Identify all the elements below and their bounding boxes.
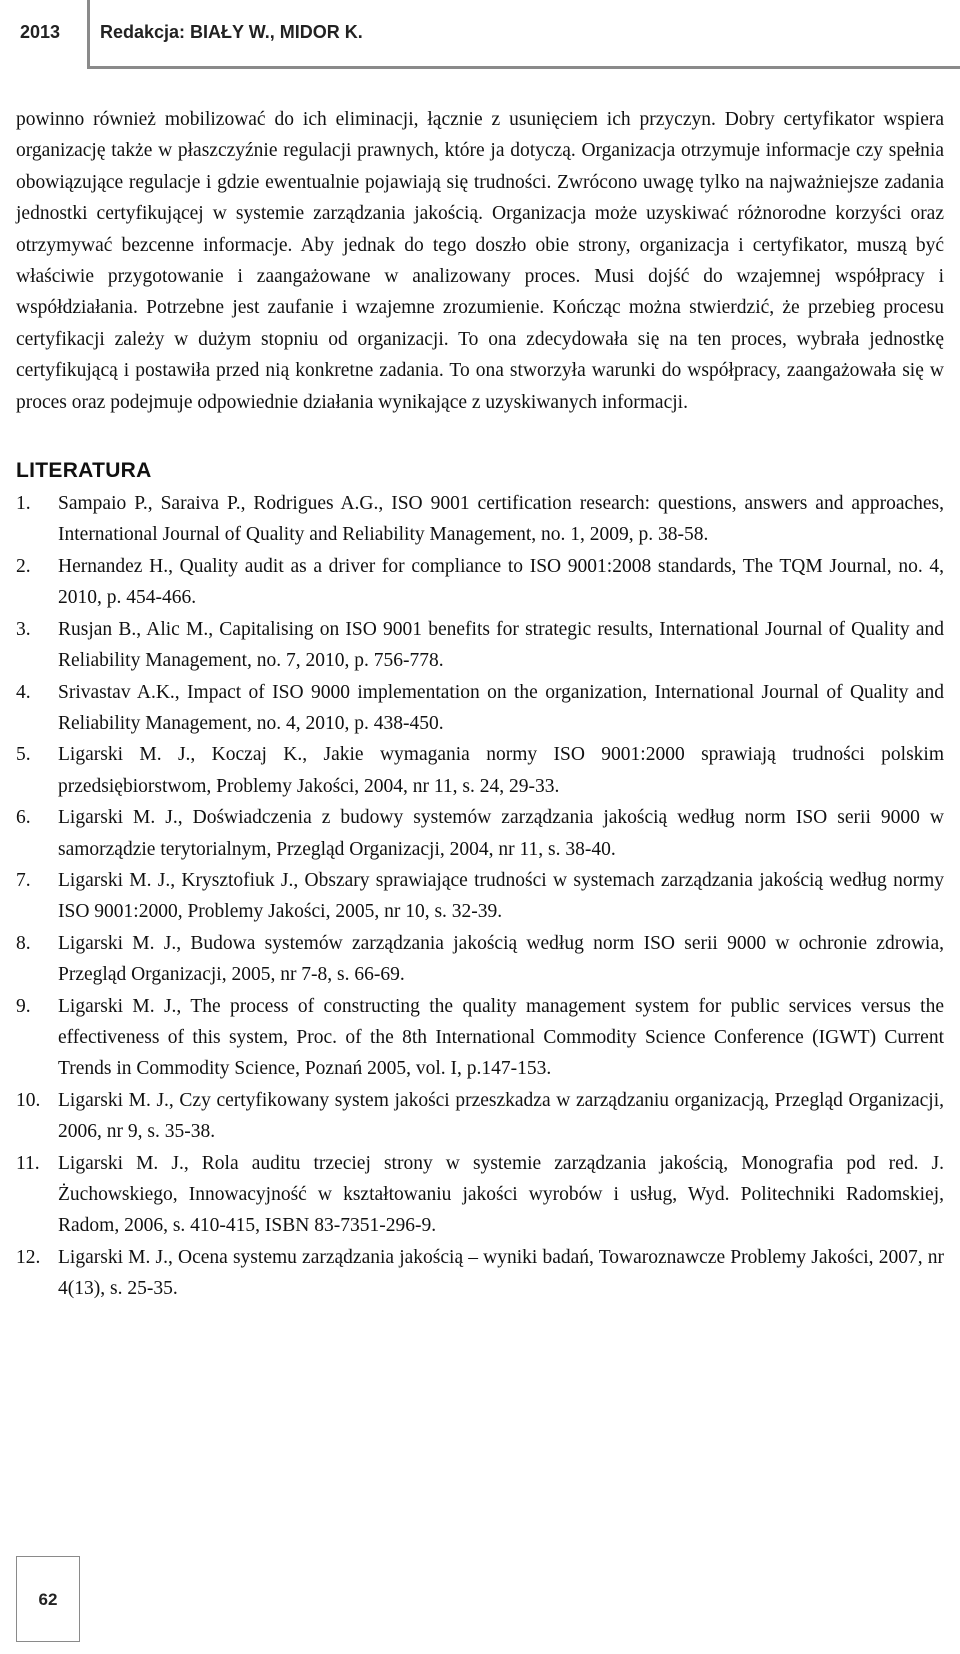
reference-text: Ligarski M. J., The process of constructing the quality management system for public services versus the effectiveness of this system, Proc. of the 8th International Commodity Science Conference (IGWT) Current Trends in Commodity Science, Poznań 2005, vol. I, p.147-153. [58, 995, 944, 1080]
reference-text: Ligarski M. J., Czy certyfikowany system jakości przeszkadza w zarządzaniu organizacją, Przegląd Organizacji, 2006, nr 9, s. 35-38. [58, 1089, 944, 1143]
header-year: 2013 [20, 22, 61, 42]
reference-text: Sampaio P., Saraiva P., Rodrigues A.G., ISO 9001 certification research: questions, answers and approaches, International Journal of Quality and Reliability Management, no. 1, 2009, p. 38-58. [58, 493, 944, 546]
reference-text: Ligarski M. J., Budowa systemów zarządzania jakością według norm ISO serii 9000 w ochronie zdrowia, Przegląd Organizacji, 2005, nr 7-8, s. 66-69. [58, 932, 944, 986]
page-header [0, 0, 960, 70]
reference-list [16, 488, 944, 1305]
reference-number: 8. [16, 932, 31, 954]
reference-item [16, 928, 944, 991]
reference-number: 6. [16, 807, 31, 829]
reference-number: 9. [16, 995, 31, 1017]
reference-item [16, 739, 944, 802]
reference-item [16, 1242, 944, 1305]
reference-number: 12. [16, 1246, 41, 1268]
reference-item [16, 1148, 944, 1242]
reference-number: 3. [16, 618, 31, 640]
reference-item [16, 991, 944, 1085]
header-divider [87, 0, 90, 68]
page-number: 62 [38, 1590, 58, 1609]
header-rule [87, 66, 960, 69]
literature-heading: LITERATURA [16, 459, 152, 483]
reference-text: Ligarski M. J., Krysztofiuk J., Obszary sprawiające trudności w systemach zarządzania jakością według normy ISO 9001:2000, Problemy Jakości, 2005, nr 10, s. 32-39. [58, 869, 944, 923]
reference-text: Ligarski M. J., Rola auditu trzeciej strony w systemie zarządzania jakością, Monografia pod red. J. Żuchowskiego, Innowacyjność w kształtowaniu jakości wyrobów i usług, Wyd. Politechniki Radomskiej, Radom, 2006, s. 410-415, ISBN 83-7351-296-9. [58, 1152, 944, 1237]
reference-number: 1. [16, 493, 31, 515]
header-title: Redakcja: BIAŁY W., MIDOR K. [100, 22, 363, 42]
reference-text: Rusjan B., Alic M., Capitalising on ISO 9001 benefits for strategic results, International Journal of Quality and Reliability Management, no. 7, 2010, p. 756-778. [58, 618, 944, 672]
reference-item [16, 802, 944, 865]
reference-item [16, 1085, 944, 1148]
reference-number: 11. [16, 1152, 40, 1174]
page-content [16, 104, 944, 1305]
reference-item [16, 488, 944, 551]
reference-number: 5. [16, 744, 31, 766]
page-number-box [16, 1556, 80, 1642]
reference-number: 7. [16, 869, 31, 891]
reference-item [16, 551, 944, 614]
body-paragraph: powinno również mobilizować do ich eliminacji, łącznie z usunięciem ich przyczyn. Dobry certyfikator wspiera organizację także w płaszczyźnie regulacji prawnych, które ja dotyczą. Organizacja otrzymuje informacje czy spełnia obowiązujące regulacje i gdzie ewentualnie pojawiają się trudności. Zwrócono uwagę tylko na najważniejsze zadania jednostki certyfikującej w systemie zarządzania jakością. Organizacja może uzyskiwać różnorodne korzyści oraz otrzymywać bezcenne informacje. Aby jednak do tego doszło obie strony, organizacja i certyfikator, muszą być właściwie przygotowanie i zaangażowane w analizowany proces. Musi dojść do wzajemnej współpracy i współdziałania. Potrzebne jest zaufanie i wzajemne zrozumienie. Kończąc można stwierdzić, że przebieg procesu certyfikacji zależy w dużym stopniu od organizacji. To ona zdecydowała się na ten proces, wybrała jednostkę certyfikującą i postawiła przed nią konkretne zadania. To ona stworzyła warunki do współpracy, zaangażowała się w proces oraz podejmuje odpowiednie działania wynikające z uzyskiwanych informacji. [16, 109, 944, 413]
reference-number: 10. [16, 1089, 41, 1111]
reference-text: Hernandez H., Quality audit as a driver for compliance to ISO 9001:2008 standards, The TQM Journal, no. 4, 2010, p. 454-466. [58, 555, 944, 609]
reference-text: Ligarski M. J., Koczaj K., Jakie wymagania normy ISO 9001:2000 sprawiają trudności polskim przedsiębiorstwom, Problemy Jakości, 2004, nr 11, s. 24, 29-33. [58, 744, 944, 797]
reference-text: Ligarski M. J., Ocena systemu zarządzania jakością – wyniki badań, Towaroznawcze Problemy Jakości, 2007, nr 4(13), s. 25-35. [58, 1246, 944, 1300]
reference-number: 4. [16, 681, 31, 703]
reference-number: 2. [16, 555, 31, 577]
reference-item [16, 614, 944, 677]
reference-text: Srivastav A.K., Impact of ISO 9000 implementation on the organization, International Journal of Quality and Reliability Management, no. 4, 2010, p. 438-450. [58, 681, 944, 734]
reference-item [16, 677, 944, 740]
reference-item [16, 865, 944, 928]
reference-text: Ligarski M. J., Doświadczenia z budowy systemów zarządzania jakością według norm ISO serii 9000 w samorządzie terytorialnym, Przegląd Organizacji, 2004, nr 11, s. 38-40. [58, 807, 944, 860]
